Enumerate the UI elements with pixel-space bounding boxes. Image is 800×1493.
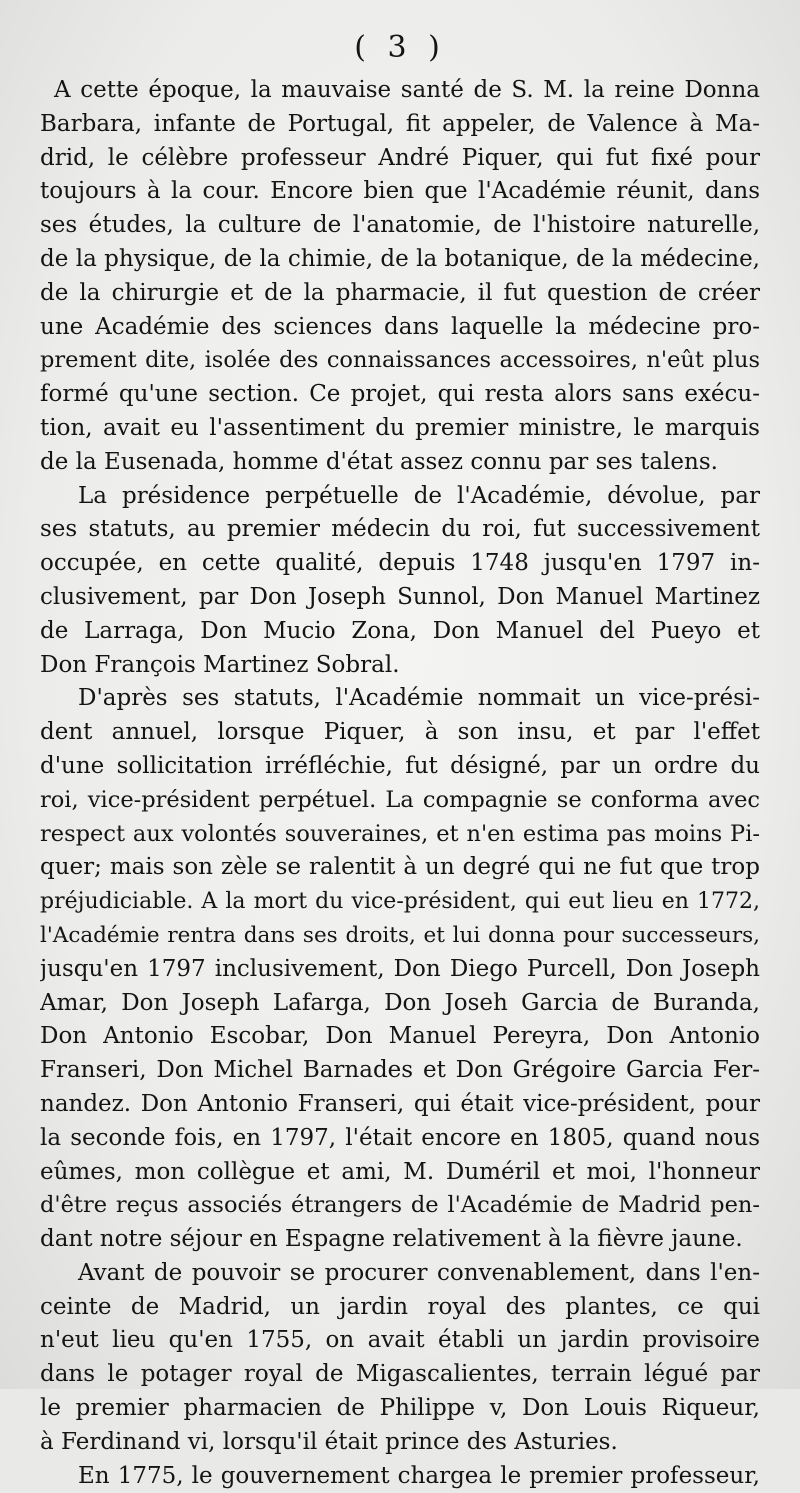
text-line: à Ferdinand vi, lorsqu'il était prince des Asturies.: [40, 1428, 618, 1455]
text-line: drid, le célèbre professeur André Piquer, qui fut fixé pour: [40, 144, 760, 171]
text-line: ceinte de Madrid, un jardin royal des plantes, ce qui: [40, 1293, 760, 1320]
text-line: Barbara, infante de Portugal, fit appeler, de Valence à Ma-: [40, 110, 760, 137]
text-line: quer; mais son zèle se ralentit à un degré qui ne fut que trop: [40, 854, 760, 881]
text-line: l'Académie rentra dans ses droits, et lui donna pour successeurs,: [40, 922, 760, 948]
text-line: roi, vice-président perpétuel. La compagnie se conforma avec: [40, 786, 760, 813]
text-line: D'après ses statuts, l'Académie nommait un vice-prési-: [78, 685, 760, 712]
text-line: d'une sollicitation irréfléchie, fut désigné, par un ordre du: [40, 752, 760, 779]
text-line: préjudiciable. A la mort du vice-président, qui eut lieu en 1772,: [40, 889, 760, 915]
page-text: [40, 74, 760, 1493]
text-line: occupée, en cette qualité, depuis 1748 jusqu'en 1797 in-: [40, 550, 760, 577]
text-line: une Académie des sciences dans laquelle la médecine pro-: [40, 313, 760, 340]
text-line: Avant de pouvoir se procurer convenablement, dans l'en-: [78, 1259, 760, 1286]
text-line: prement dite, isolée des connaissances accessoires, n'eût plus: [40, 347, 760, 374]
text-line: tion, avait eu l'assentiment du premier ministre, le marquis: [40, 414, 760, 441]
text-line: de Larraga, Don Mucio Zona, Don Manuel del Pueyo et: [40, 617, 760, 644]
text-line: de la physique, de la chimie, de la botanique, de la médecine,: [40, 245, 760, 272]
text-line: dent annuel, lorsque Piquer, à son insu, et par l'effet: [40, 719, 760, 746]
text-line: dans le potager royal de Migascalientes, terrain légué par: [40, 1361, 760, 1388]
text-line: A cette époque, la mauvaise santé de S. M. la reine Donna: [54, 77, 760, 103]
text-line: En 1775, le gouvernement chargea le premier professeur,: [78, 1462, 760, 1489]
text-line: formé qu'une section. Ce projet, qui resta alors sans exécu-: [40, 381, 760, 408]
text-line: de la chirurgie et de la pharmacie, il fut question de créer: [40, 279, 760, 306]
text-line: respect aux volontés souveraines, et n'en estima pas moins Pi-: [40, 820, 760, 847]
text-line: Don Antonio Escobar, Don Manuel Pereyra, Don Antonio: [40, 1023, 760, 1050]
text-line: le premier pharmacien de Philippe v, Don Louis Riqueur,: [40, 1395, 760, 1422]
text-line: eûmes, mon collègue et ami, M. Duméril et moi, l'honneur: [40, 1158, 760, 1185]
text-line: ses études, la culture de l'anatomie, de l'histoire naturelle,: [40, 212, 760, 239]
text-line: toujours à la cour. Encore bien que l'Académie réunit, dans: [40, 178, 760, 205]
text-line: ses statuts, au premier médecin du roi, fut successivement: [40, 516, 760, 543]
text-line: la seconde fois, en 1797, l'était encore en 1805, quand nous: [40, 1124, 760, 1151]
text-line: Amar, Don Joseph Lafarga, Don Joseh Garcia de Buranda,: [40, 989, 760, 1016]
text-line: La présidence perpétuelle de l'Académie, dévolue, par: [78, 482, 760, 509]
text-line: Franseri, Don Michel Barnades et Don Grégoire Garcia Fer-: [40, 1057, 760, 1084]
text-line: d'être reçus associés étrangers de l'Académie de Madrid pen-: [40, 1192, 760, 1219]
text-line: de la Eusenada, homme d'état assez connu par ses talens.: [40, 448, 718, 475]
text-line: Don François Martinez Sobral.: [40, 651, 400, 678]
text-line: dant notre séjour en Espagne relativement à la fièvre jaune.: [40, 1226, 743, 1253]
page-number: ( 3 ): [354, 30, 446, 65]
text-line: jusqu'en 1797 inclusivement, Don Diego Purcell, Don Joseph: [40, 955, 760, 982]
text-line: n'eut lieu qu'en 1755, on avait établi un jardin provisoire: [40, 1327, 760, 1354]
text-line: nandez. Don Antonio Franseri, qui était vice-président, pour: [40, 1090, 760, 1117]
text-line: clusivement, par Don Joseph Sunnol, Don Manuel Martinez: [40, 583, 760, 610]
